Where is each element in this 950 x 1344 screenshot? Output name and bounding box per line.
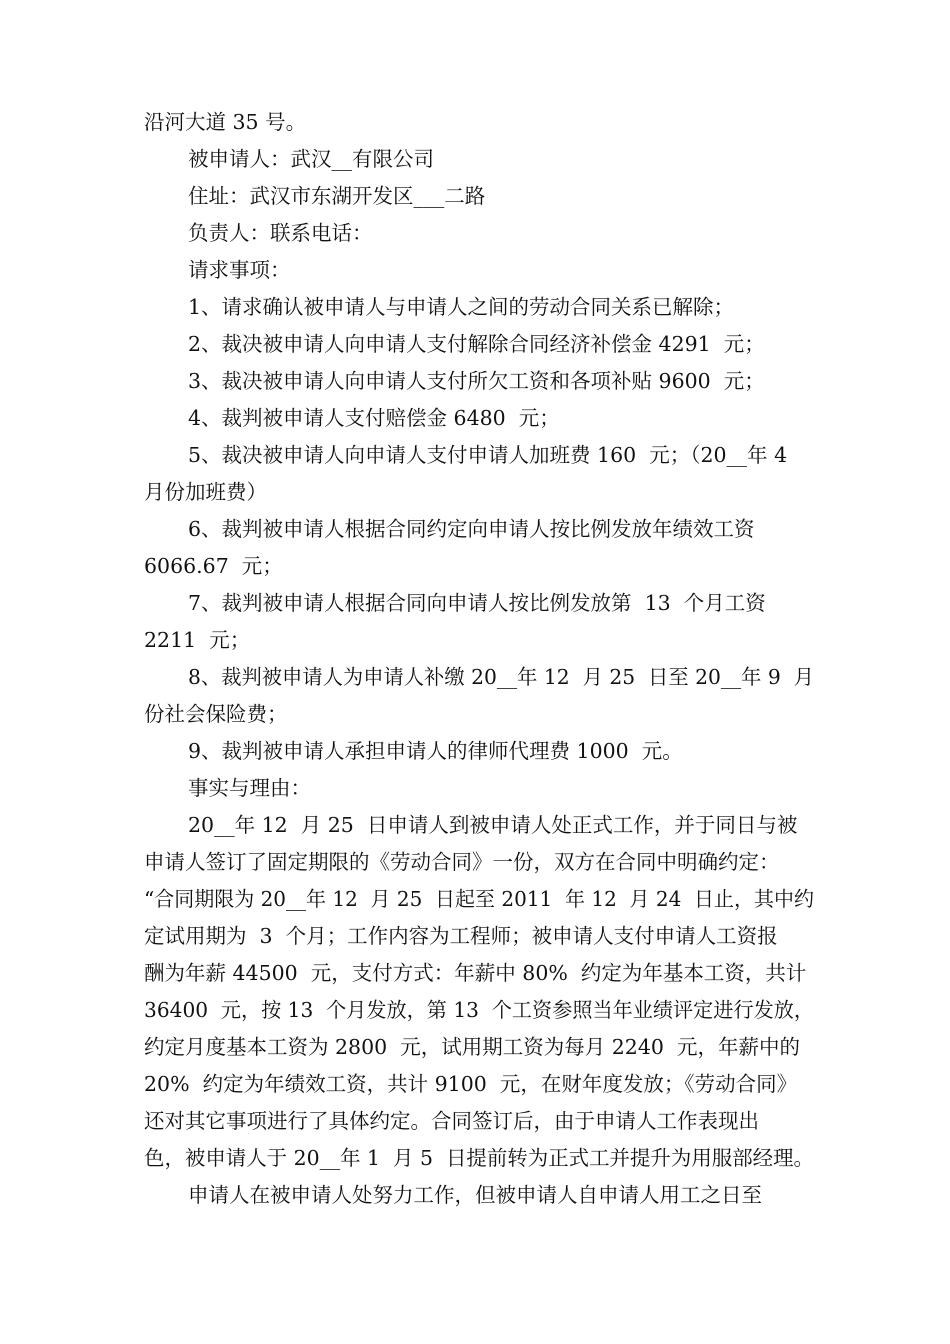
text-line: 负责人：联系电话：: [188, 221, 373, 245]
paragraph-line: 约定月度基本工资为 2800 元，试用期工资为每月 2240 元，年薪中的: [144, 1035, 800, 1059]
text-line: 份社会保险费；: [144, 702, 288, 726]
paragraph-line: 20% 约定为年绩效工资，共计 9100 元，在财年度发放；《劳动合同》: [144, 1072, 798, 1096]
section-heading: 请求事项：: [188, 258, 291, 282]
request-item: 5、裁决被申请人向申请人支付申请人加班费 160 元；（20__年 4: [188, 443, 788, 467]
section-heading: 事实与理由：: [188, 776, 311, 800]
request-item: 7、裁判被申请人根据合同向申请人按比例发放第 13 个月工资: [188, 591, 766, 615]
paragraph-line: 20__年 12 月 25 日申请人到被申请人处正式工作，并于同日与被: [188, 813, 798, 837]
paragraph-line: 申请人在被申请人处努力工作，但被申请人自申请人用工之日至: [188, 1183, 762, 1207]
text-line: 被申请人：武汉__有限公司: [188, 147, 434, 171]
text-line: 2211 元；: [144, 628, 251, 652]
request-item: 9、裁判被申请人承担申请人的律师代理费 1000 元。: [188, 739, 683, 763]
paragraph-line: 36400 元，按 13 个月发放，第 13 个工资参照当年业绩评定进行发放，: [144, 998, 814, 1022]
request-item: 6、裁判被申请人根据合同约定向申请人按比例发放年绩效工资: [188, 517, 755, 541]
request-item: 1、请求确认被申请人与申请人之间的劳动合同关系已解除；: [188, 295, 735, 319]
paragraph-line: 申请人签订了固定期限的《劳动合同》一份，双方在合同中明确约定：: [144, 850, 780, 874]
request-item: 3、裁决被申请人向申请人支付所欠工资和各项补贴 9600 元；: [188, 369, 765, 393]
paragraph-line: 酬为年薪 44500 元，支付方式：年薪中 80% 约定为年基本工资，共计: [144, 961, 807, 985]
paragraph-line: 还对其它事项进行了具体约定。合同签订后，由于申请人工作表现出: [144, 1109, 759, 1133]
text-line: 住址：武汉市东湖开发区___二路: [188, 184, 486, 208]
request-item: 2、裁决被申请人向申请人支付解除合同经济补偿金 4291 元；: [188, 332, 765, 356]
request-item: 4、裁判被申请人支付赔偿金 6480 元；: [188, 406, 560, 430]
text-line: 6066.67 元；: [144, 554, 283, 578]
text-line: 沿河大道 35 号。: [144, 110, 307, 134]
paragraph-line: 定试用期为 3 个月；工作内容为工程师；被申请人支付申请人工资报: [144, 924, 778, 948]
paragraph-line: 色，被申请人于 20__年 1 月 5 日提前转为正式工并提升为用服部经理。: [144, 1146, 814, 1170]
text-line: 月份加班费）: [144, 480, 267, 504]
request-item: 8、裁判被申请人为申请人补缴 20__年 12 月 25 日至 20__年 9 月: [188, 665, 814, 689]
document-page: [144, 104, 814, 1214]
paragraph-line: “合同期限为 20__年 12 月 25 日起至 2011 年 12 月 24 日止，其中约: [144, 887, 814, 911]
